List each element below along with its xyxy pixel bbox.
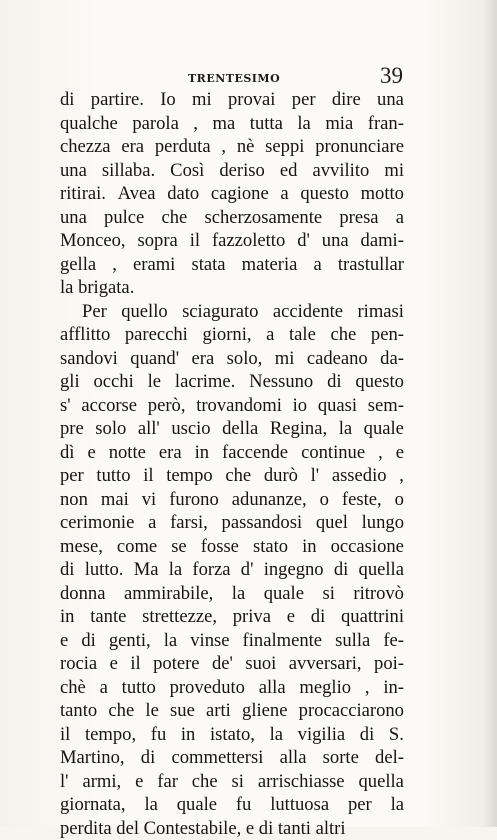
- text-line: per tutto il tempo che durò l' assedio ,: [60, 464, 404, 488]
- text-line: dì e notte era in faccende continue , e: [60, 441, 404, 465]
- text-line: ritirai. Avea dato cagione a questo motto: [60, 182, 404, 206]
- running-head: TRENTESIMO: [188, 72, 280, 85]
- text-line: gella , erami stata materia a trastullar: [60, 253, 404, 277]
- text-line: in tante strettezze, priva e di quattrini: [60, 605, 404, 629]
- body-text: [60, 88, 404, 840]
- text-line: donna ammirabile, la quale si ritrovò: [60, 582, 404, 606]
- text-line: qualche parola , ma tutta la mia fran-: [60, 112, 404, 136]
- text-line: chezza era perduta , nè seppi pronunciare: [60, 135, 404, 159]
- text-line: non mai vi furono adunanze, o feste, o: [60, 488, 404, 512]
- paragraph: [60, 300, 404, 840]
- text-line: tanto che le sue arti gliene procacciarono: [60, 699, 404, 723]
- text-line: Monceo, sopra il fazzoletto d' una dami-: [60, 229, 404, 253]
- text-line: una sillaba. Così deriso ed avvilito mi: [60, 159, 404, 183]
- text-line: gli occhi le lacrime. Nessuno di questo: [60, 370, 404, 394]
- text-line: mese, come se fosse stato in occasione: [60, 535, 404, 559]
- text-line: s' accorse però, trovandomi io quasi sem-: [60, 394, 404, 418]
- text-line: la brigata.: [60, 276, 404, 300]
- text-line: afflitto parecchi giorni, a tale che pen-: [60, 323, 404, 347]
- text-line: di lutto. Ma la forza d' ingegno di quella: [60, 558, 404, 582]
- text-line: una pulce che scherzosamente presa a: [60, 206, 404, 230]
- paragraph: [60, 88, 404, 300]
- text-line: perdita del Contestabile, e di tanti altri: [60, 817, 404, 840]
- text-line: l' armi, e far che si arrischiasse quella: [60, 770, 404, 794]
- text-line: pre solo all' uscio della Regina, la quale: [60, 417, 404, 441]
- text-line: Martino, di commettersi alla sorte del-: [60, 746, 404, 770]
- text-line: rocia e il potere de' suoi avversari, poi-: [60, 652, 404, 676]
- page-edge-shadow: [483, 0, 497, 827]
- text-line: di partire. Io mi provai per dire una: [60, 88, 404, 112]
- text-line: cerimonie a farsi, passandosi quel lungo: [60, 511, 404, 535]
- text-line: il tempo, fu in istato, la vigilia di S.: [60, 723, 404, 747]
- text-line: sandovi quand' era solo, mi cadeano da-: [60, 347, 404, 371]
- page-number: 39: [380, 63, 403, 89]
- text-line: chè a tutto proveduto alla meglio , in-: [60, 676, 404, 700]
- text-line: Per quello sciagurato accidente rimasi: [60, 300, 404, 324]
- text-line: e di genti, la vinse finalmente sulla fe-: [60, 629, 404, 653]
- text-line: giornata, la quale fu luttuosa per la: [60, 793, 404, 817]
